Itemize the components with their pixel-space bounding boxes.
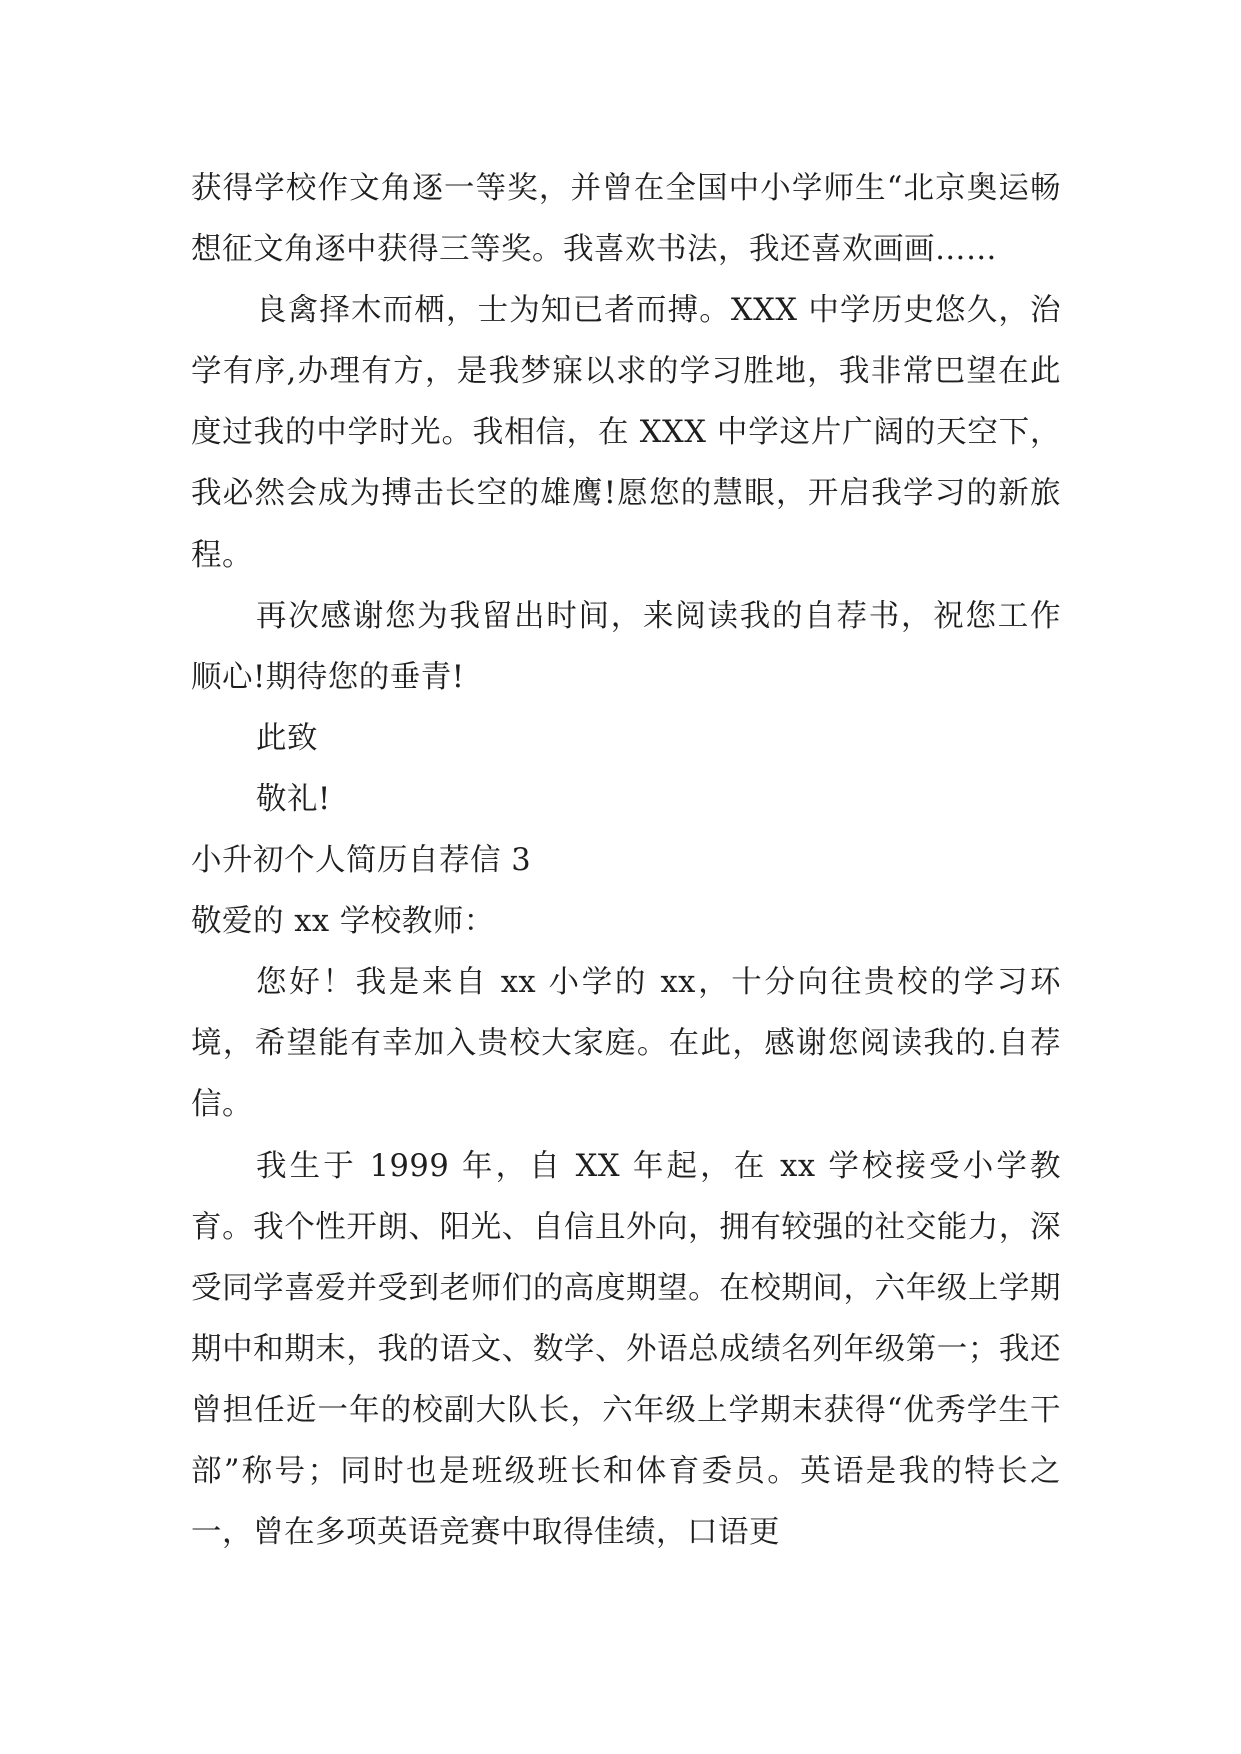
paragraph-background: 我生于 1999 年，自 XX 年起，在 xx 学校接受小学教育。我个性开朗、阳光、自信且外向，拥有较强的社交能力，深受同学喜爱并受到老师们的高度期望。在校期间，六年级上学期期中和期末，我的语文、数学、外语总成绩名列年级第一；我还曾担任近一年的校副大队长，六年级上学期末获得“优秀学生干部”称号；同时也是班级班长和体育委员。英语是我的特长之一，曾在多项英语竞赛中取得佳绩，口语更 xyxy=(191,1148,1061,1551)
salutation: 敬爱的 xx 学校教师： xyxy=(191,904,495,940)
section-title: 小升初个人简历自荐信 3 xyxy=(191,843,532,879)
paragraph-school-aspiration: 良禽择木而栖，士为知已者而搏。XXX 中学历史悠久，治学有序,办理有方，是我梦寐以求的学习胜地，我非常巴望在此度过我的中学时光。我相信，在 XXX 中学这片广阔的天空下，我必然会成为搏击长空的雄鹰!愿您的慧眼，开启我学习的新旅程。 xyxy=(191,293,1061,573)
paragraph-greeting: 您好！我是来自 xx 小学的 xx，十分向往贵校的学习环境，希望能有幸加入贵校大家庭。在此，感谢您阅读我的.自荐信。 xyxy=(191,965,1061,1123)
paragraph-awards: 获得学校作文角逐一等奖，并曾在全国中小学师生“北京奥运畅想征文角逐中获得三等奖。我喜欢书法，我还喜欢画画…… xyxy=(191,171,1061,268)
closing-jingli: 敬礼! xyxy=(256,781,331,817)
paragraph-thanks: 再次感谢您为我留出时间，来阅读我的自荐书，祝您工作顺心!期待您的垂青! xyxy=(191,598,1061,695)
document-body xyxy=(191,158,1061,1563)
closing-cizhi: 此致 xyxy=(256,720,318,756)
